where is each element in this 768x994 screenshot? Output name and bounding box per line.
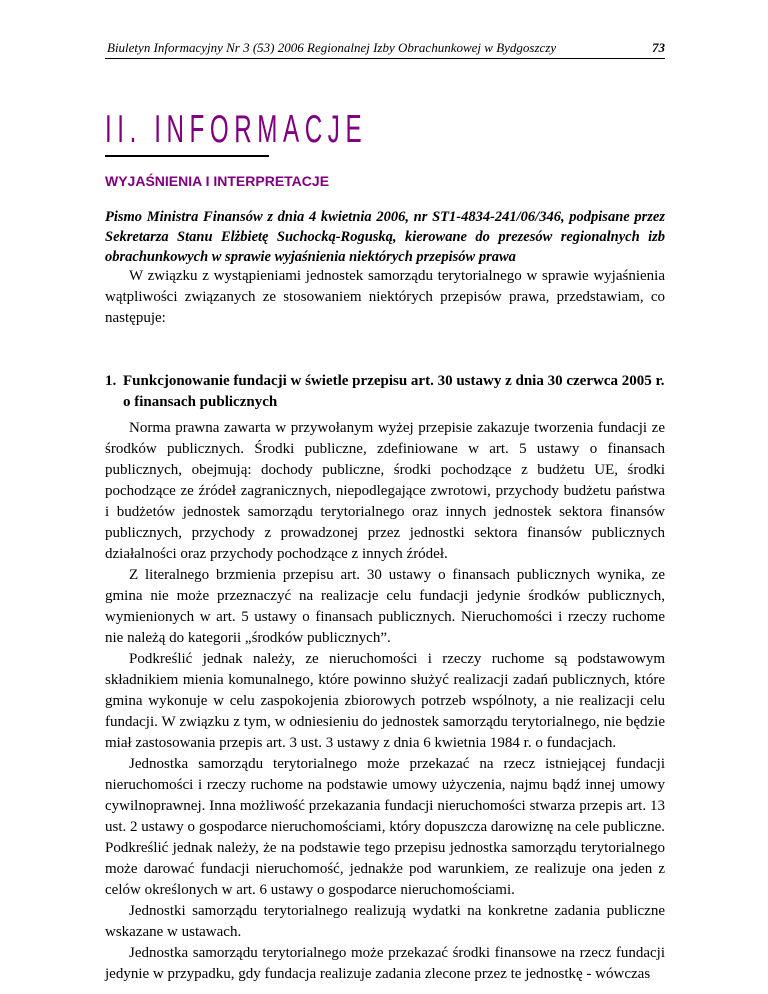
section-heading: II. INFORMACJE (105, 108, 368, 151)
subsection-heading: WYJAŚNIENIA I INTERPRETACJE (105, 173, 330, 189)
paragraph: Jednostka samorządu terytorialnego może przekazać środki finansowe na rzecz fundacji jedynie w przypadku, gdy fundacja realizuje zadania zlecone przez te jednostkę - wówczas (105, 945, 665, 982)
journal-title: Biuletyn Informacyjny Nr 3 (53) 2006 Regionalnej Izby Obrachunkowej w Bydgoszczy (107, 40, 557, 55)
intro-text: W związku z wystąpieniami jednostek samorządu terytorialnego w sprawie wyjaśnienia wątpliwości związanych ze stosowaniem niektórych przepisów prawa, przedstawiam, co następuje: (105, 268, 665, 326)
point-heading-line1: Funkcjonowanie fundacji w świetle przepisu art. 30 ustawy z dnia 30 czerwca 2005 r. (123, 373, 665, 389)
point-heading-line2: o finansach publicznych (123, 394, 278, 410)
point-number: 1. (105, 373, 117, 389)
letter-title: Pismo Ministra Finansów z dnia 4 kwietnia 2006, nr ST1-4834-241/06/346, podpisane przez Sekretarza Stanu Elżbietę Suchocką-Roguską, kierowane do prezesów regionalnych izb obrachunkowych w sprawie wyjaśnienia niektórych przepisów prawa (105, 209, 665, 265)
paragraph: Jednostki samorządu terytorialnego realizują wydatki na konkretne zadania publiczne wskazane w ustawach. (105, 903, 665, 940)
running-head (105, 38, 665, 59)
page-number: 73 (652, 40, 665, 55)
paragraph: Z literalnego brzmienia przepisu art. 30 ustawy o finansach publicznych wynika, ze gmina nie może przeznaczyć na realizacje celu fundacji jedynie środków publicznych, wymienionych w art. 5 ustawy o finansach publicznych. Nieruchomości i rzeczy ruchome nie należą do kategorii „środków publicznych”. (105, 567, 665, 646)
section-heading-underline (105, 155, 269, 157)
paragraph: Podkreślić jednak należy, ze nieruchomości i rzeczy ruchome są podstawowym składnikiem mienia komunalnego, które powinno służyć realizacji zadań publicznych, które gmina wykonuje w celu zaspokojenia zbiorowych potrzeb wspólnoty, a nie realizacji celu fundacji. W związku z tym, w odniesieniu do jednostek samorządu terytorialnego, nie będzie miał zastosowania przepis art. 3 ust. 3 ustawy z dnia 6 kwietnia 1984 r. o fundacjach. (105, 651, 665, 751)
paragraph: Jednostka samorządu terytorialnego może przekazać na rzecz istniejącej fundacji nieruchomości i rzeczy ruchome na podstawie umowy użyczenia, najmu bądź innej umowy cywilnoprawnej. Inna możliwość przekazania fundacji nieruchomości stwarza przepis art. 13 ust. 2 ustawy o gospodarce nieruchomościami, który dopuszcza darowiznę na cele publiczne. Podkreślić jednak należy, że na podstawie tego przepisu jednostka samorządu terytorialnego może darować fundacji nieruchomość, jednakże pod warunkiem, ze realizuje ona jeden z celów określonych w art. 6 ustawy o gospodarce nieruchomościami. (105, 756, 665, 898)
paragraph: Norma prawna zawarta w przywołanym wyżej przepisie zakazuje tworzenia fundacji ze środków publicznych. Środki publiczne, zdefiniowane w art. 5 ustawy o finansach publicznych, obejmują: dochody publiczne, środki pochodzące z budżetu UE, środki pochodzące ze źródeł zagranicznych, niepodlegające zwrotowi, przychody budżetu państwa i budżetów jednostek samorządu terytorialnego oraz innych jednostek sektora finansów publicznych, przychody z prowadzonej przez jednostki sektora finansów publicznych działalności oraz przychody pochodzące z innych źródeł. (105, 420, 665, 562)
body-text (105, 418, 665, 985)
intro-paragraph (105, 266, 665, 329)
point-heading (105, 371, 665, 413)
